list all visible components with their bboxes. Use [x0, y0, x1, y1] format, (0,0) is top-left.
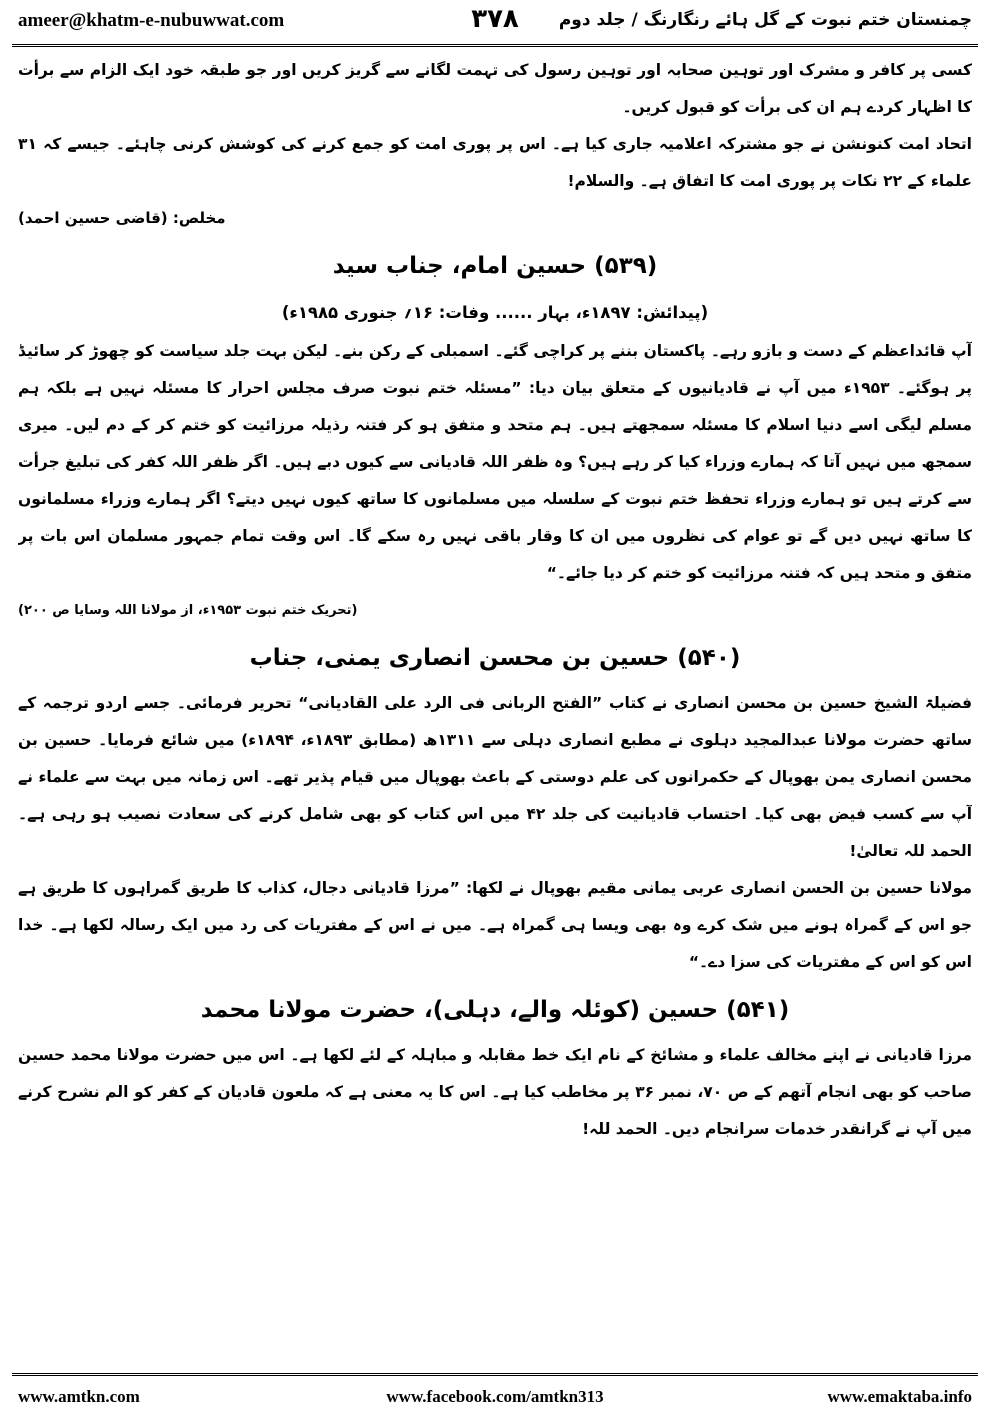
section-539-reference: (تحریک ختم نبوت ۱۹۵۳ء، از مولانا اللہ وسایا ص ۲۰۰) [18, 603, 358, 618]
page-number: ۳۷۸ [471, 4, 519, 34]
section-539-reference-line [18, 592, 972, 629]
intro-paragraph-1: کسی پر کافر و مشرک اور توہین صحابہ اور توہین رسول کی تہمت لگانے سے گریز کریں اور جو طبقہ خود ایک الزام سے برأت کا اظہار کردے ہم ان کی برأت کو قبول کریں۔ [18, 61, 972, 116]
signature: مخلص: (قاضی حسین احمد) [18, 209, 226, 227]
footer-link-amtkn[interactable]: www.amtkn.com [18, 1387, 140, 1406]
section-540-paragraph-1: فضیلۃ الشیخ حسین بن محسن انصاری نے کتاب ”الفتح الربانی فی الرد علی القادیانی“ تحریر فرمائی۔ جسے اردو ترجمہ کے ساتھ حضرت مولانا عبدالمجید دہلوی نے مطبع انصاری دہلی سے ۱۳۱۱ھ (مطابق ۱۸۹۳ء، ۱۸۹۴ء) میں شائع فرمایا۔ حسین بن محسن انصاری یمن بھوپال کے حکمرانوں کی علم دوستی کے باعث بھوپال میں قیام پذیر تھے۔ اس زمانہ میں بہت سے علماء نے آپ سے کسب فیض بھی کیا۔ احتساب قادیانیت کی جلد ۴۲ میں اس کتاب کو بھی شامل کرنے کی سعادت نصیب ہو رہی ہے۔ الحمد للہ تعالیٰ! [18, 694, 972, 860]
page-content [18, 52, 972, 1370]
section-540-paragraph-2: مولانا حسین بن الحسن انصاری عربی یمانی مقیم بھوپال نے لکھا: ”مرزا قادیانی دجال، کذاب کا طریق گمراہوں کا طریق ہے جو اس کے گمراہ ہونے میں شک کرے وہ بھی ویسا ہی گمراہ ہے۔ میں نے اس کے مفتریات کی رد میں ایک رسالہ لکھا ہے۔ خدا اس کو اس کے مفتریات کی سزا دے۔“ [18, 879, 972, 971]
section-539-dates: (پیدائش: ۱۸۹۷ء، بہار ...... وفات: ۱۶؍ جنوری ۱۹۸۵ء) [281, 303, 709, 322]
signature-line [18, 200, 972, 237]
section-539-body: آپ قائداعظم کے دست و بازو رہے۔ پاکستان بننے پر کراچی گئے۔ اسمبلی کے رکن بنے۔ لیکن بہت جلد سیاست کو چھوڑ کر سائیڈ پر ہوگئے۔ ۱۹۵۳ء میں آپ نے قادیانیوں کے متعلق بیان دیا: ”مسئلہ ختم نبوت صرف مجلس احرار کا مسئلہ نہیں ہے بلکہ ہم مسلم لیگی اسے دنیا اسلام کا مسئلہ سمجھتے ہیں۔ ہم متحد و متفق ہو کر فتنہ رذیلہ مرزائیت کو ختم کر کے دم لیں۔ میری سمجھ میں نہیں آتا کہ ہمارے وزراء کیا کر رہے ہیں؟ وہ ظفر اللہ قادیانی سے کیوں دبے ہیں۔ اگر ظفر اللہ کفر کی تبلیغ جرأت سے کرتے ہیں تو ہمارے وزراء تحفظ ختم نبوت کے سلسلہ میں مسلمانوں کا ساتھ کیوں نہیں دیتے؟ اگر ہمارے وزراء مسلمانوں کا ساتھ نہیں دیں گے تو عوام کی نظروں میں ان کا وقار باقی نہیں رہ سکے گا۔ اس وقت تمام جمہور مسلمان اس بات پر متفق و متحد ہیں کہ فتنہ مرزائیت کو ختم کر دیا جائے۔“ [18, 342, 972, 582]
section-540-title: (۵۴۰) حسین بن محسن انصاری یمنی، جناب [249, 645, 741, 671]
page-header [12, 0, 978, 47]
footer-link-facebook[interactable]: www.facebook.com/amtkn313 [386, 1387, 604, 1406]
section-539-title: (۵۳۹) حسین امام، جناب سید [332, 253, 658, 279]
header-email: ameer@khatm-e-nubuwwat.com [18, 10, 285, 31]
footer-link-emaktaba[interactable]: www.emaktaba.info [827, 1387, 972, 1406]
section-541-title: (۵۴۱) حسین (کوئلہ والے، دہلی)، حضرت مولانا محمد [200, 997, 790, 1023]
section-541-body: مرزا قادیانی نے اپنے مخالف علماء و مشائخ کے نام ایک خط مقابلہ و مباہلہ کے لئے لکھا ہے۔ اس میں حضرت مولانا محمد حسین صاحب کو بھی انجام آتھم کے ص ۷۰، نمبر ۳۶ پر مخاطب کیا ہے۔ اس کا یہ معنی ہے کہ ملعون قادیان کے کفر کو الم نشرح کرنے میں آپ نے گرانقدر خدمات سرانجام دیں۔ الحمد للہ! [18, 1046, 972, 1138]
book-title: چمنستان ختم نبوت کے گل ہائے رنگارنگ / جلد دوم [558, 10, 972, 30]
page-footer [12, 1373, 978, 1420]
intro-paragraph-2: اتحاد امت کنونشن نے جو مشترکہ اعلامیہ جاری کیا ہے۔ اس پر پوری امت کو جمع کرنے کی کوشش کرنی چاہئے۔ جیسے کہ ۳۱ علماء کے ۲۲ نکات پر پوری امت کا اتفاق ہے۔ والسلام! [18, 135, 972, 190]
